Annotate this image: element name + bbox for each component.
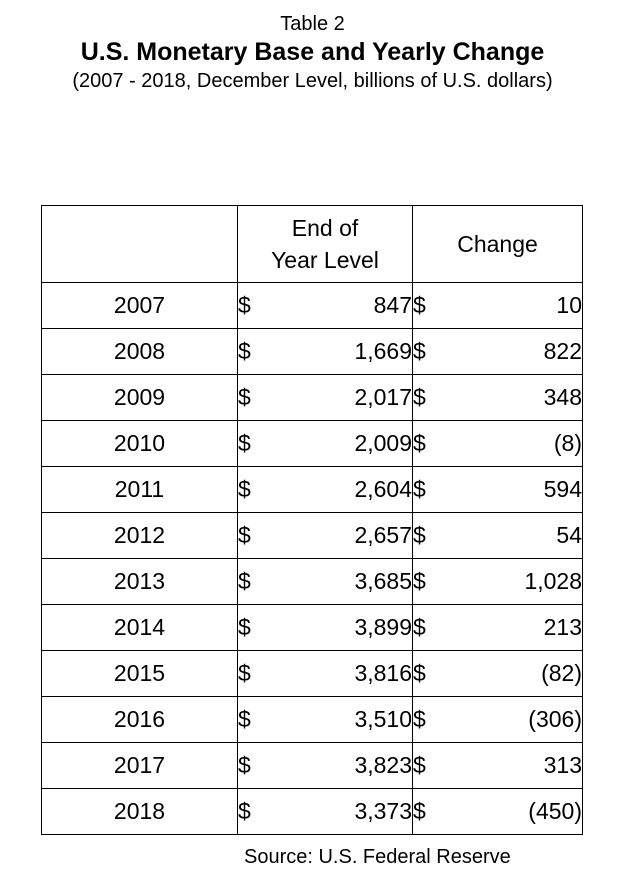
table-label: Table 2 [280,13,345,35]
level-cell: 847 [296,283,413,329]
year-cell: 2015 [42,651,238,697]
level-cell: 2,009 [296,421,413,467]
table-row [42,513,583,559]
year-cell: 2016 [42,697,238,743]
change-dollar-sign: $ [413,743,458,789]
change-dollar-sign: $ [413,283,458,329]
change-cell: 1,028 [458,559,583,605]
level-cell: 3,899 [296,605,413,651]
table-row [42,421,583,467]
year-cell: 2013 [42,559,238,605]
level-header-line2: Year Level [271,247,379,273]
level-cell: 2,604 [296,467,413,513]
table-row [42,789,583,835]
table-row [42,329,583,375]
level-dollar-sign: $ [238,559,296,605]
change-cell: 10 [458,283,583,329]
table-subtitle: (2007 - 2018, December Level, billions of U.S. dollars) [72,70,553,92]
level-header-line1: End of [291,215,359,241]
level-cell: 3,510 [296,697,413,743]
level-dollar-sign: $ [238,605,296,651]
year-cell: 2009 [42,375,238,421]
change-cell: 213 [458,605,583,651]
level-cell: 2,657 [296,513,413,559]
year-cell: 2012 [42,513,238,559]
change-dollar-sign: $ [413,605,458,651]
level-dollar-sign: $ [238,789,296,835]
year-column-header [42,206,238,283]
table-row [42,651,583,697]
level-dollar-sign: $ [238,329,296,375]
change-dollar-sign: $ [413,513,458,559]
level-dollar-sign: $ [238,697,296,743]
level-dollar-sign: $ [238,375,296,421]
change-cell: 313 [458,743,583,789]
table-row [42,697,583,743]
table-row [42,283,583,329]
level-dollar-sign: $ [238,467,296,513]
table-row [42,467,583,513]
change-cell: 54 [458,513,583,559]
level-column-header [238,206,413,283]
year-cell: 2018 [42,789,238,835]
change-cell: 822 [458,329,583,375]
change-cell: (8) [458,421,583,467]
change-cell: 594 [458,467,583,513]
level-dollar-sign: $ [238,743,296,789]
change-cell: 348 [458,375,583,421]
level-dollar-sign: $ [238,651,296,697]
level-cell: 3,685 [296,559,413,605]
change-cell: (82) [458,651,583,697]
header-row [42,206,583,283]
table-body [42,283,583,835]
change-dollar-sign: $ [413,329,458,375]
change-column-header: Change [413,206,583,283]
level-cell: 3,823 [296,743,413,789]
table-title: U.S. Monetary Base and Yearly Change [80,38,545,66]
change-cell: (450) [458,789,583,835]
change-dollar-sign: $ [413,789,458,835]
table-row [42,743,583,789]
year-cell: 2017 [42,743,238,789]
level-cell: 3,816 [296,651,413,697]
table-row [42,559,583,605]
change-dollar-sign: $ [413,467,458,513]
year-cell: 2008 [42,329,238,375]
change-dollar-sign: $ [413,375,458,421]
level-dollar-sign: $ [238,421,296,467]
monetary-base-table [41,205,583,835]
change-dollar-sign: $ [413,559,458,605]
level-cell: 1,669 [296,329,413,375]
table-row [42,605,583,651]
change-cell: (306) [458,697,583,743]
year-cell: 2010 [42,421,238,467]
level-cell: 3,373 [296,789,413,835]
year-cell: 2011 [42,467,238,513]
level-cell: 2,017 [296,375,413,421]
change-dollar-sign: $ [413,697,458,743]
change-dollar-sign: $ [413,651,458,697]
source-note: Source: U.S. Federal Reserve [244,846,511,868]
table-row [42,375,583,421]
change-dollar-sign: $ [413,421,458,467]
year-cell: 2007 [42,283,238,329]
level-dollar-sign: $ [238,283,296,329]
year-cell: 2014 [42,605,238,651]
title-block [0,12,625,93]
level-dollar-sign: $ [238,513,296,559]
